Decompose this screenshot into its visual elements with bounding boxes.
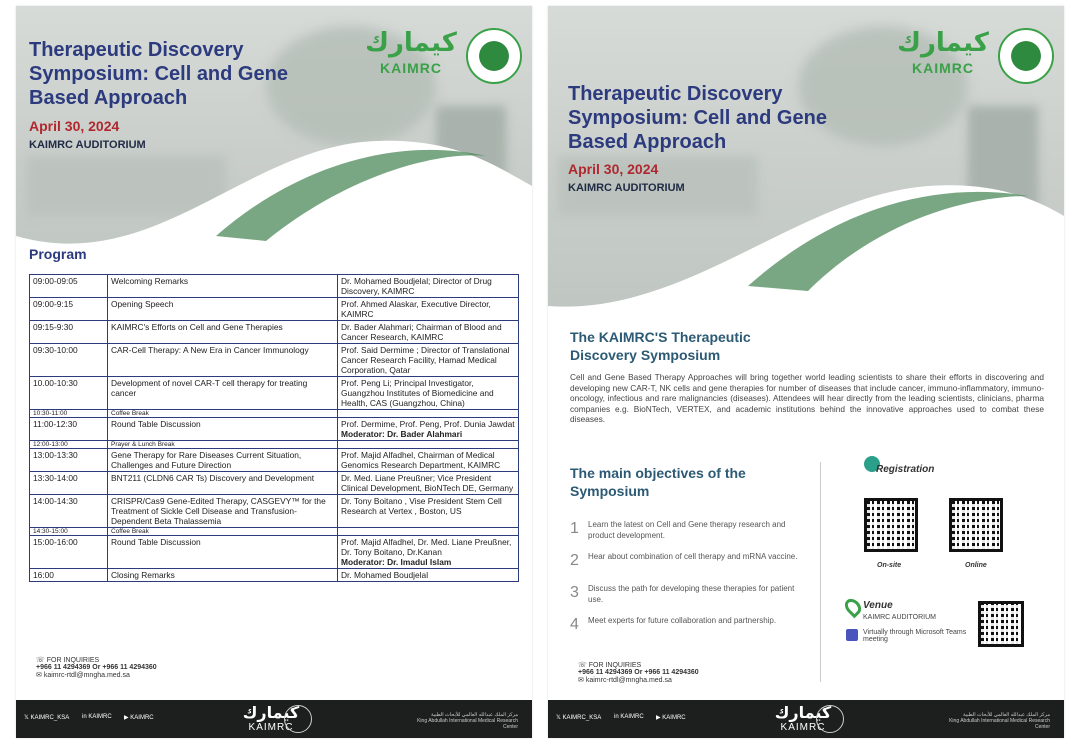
- program-moderator: Moderator: Dr. Imadul Islam: [341, 557, 452, 567]
- program-row: [30, 321, 519, 344]
- onsite-qr-code[interactable]: [864, 498, 918, 552]
- online-qr-code[interactable]: [949, 498, 1003, 552]
- program-row: [30, 569, 519, 582]
- seal-icon: [466, 28, 522, 84]
- footer-institute: مركز الملك عبدالله العالمي للأبحاث الطبية King Abdullah International Medical Research Center: [949, 712, 1050, 730]
- program-activity: KAIMRC's Efforts on Cell and Gene Therapies: [108, 321, 338, 344]
- virtual-note: Virtually through Microsoft Teams meeting: [863, 629, 967, 643]
- program-activity: Opening Speech: [108, 298, 338, 321]
- program-activity: Round Table Discussion: [108, 418, 338, 441]
- footer-bar: [548, 700, 1064, 738]
- program-speaker: Prof. Said Dermime ; Director of Translational Cancer Research Facility, Hamad Medical Corporation, Qatar: [338, 344, 519, 377]
- program-speaker: Prof. Majid Alfadhel, Chairman of Medical Genomics Research Department, KAIMRC: [338, 449, 519, 472]
- program-time: 09:00-09:05: [30, 275, 108, 298]
- program-time: 10.00-10:30: [30, 377, 108, 410]
- program-speaker: Dr. Mohamed Boudjelal: [338, 569, 519, 582]
- youtube-social-link[interactable]: ▶ KAIMRC: [124, 715, 154, 721]
- program-table: [29, 274, 519, 582]
- program-speaker: Dr. Mohamed Boudjelal; Director of Drug Discovery, KAIMRC: [338, 275, 519, 298]
- onsite-label: On-site: [877, 562, 902, 569]
- inquiries-block: ☏ FOR INQUIRIES +966 11 4294369 Or +966 11 4294360 ✉ kaimrc-rtdl@mngha.med.sa: [578, 662, 699, 684]
- program-speaker: Dr. Tony Boitano , Vise President Stem Cell Research at Vertex , Boston, US: [338, 495, 519, 528]
- program-activity: Closing Remarks: [108, 569, 338, 582]
- flyer-page-program: [16, 6, 532, 738]
- program-time: 12:00-13:00: [30, 441, 108, 449]
- venue-qr-code[interactable]: [978, 601, 1024, 647]
- program-row: [30, 528, 519, 536]
- objectives-heading: The main objectives of the Symposium: [570, 465, 746, 499]
- symposium-title: Therapeutic Discovery Symposium: Cell and Gene Based Approach: [29, 39, 288, 109]
- event-date: April 30, 2024: [29, 118, 120, 134]
- program-activity: Coffee Break: [108, 528, 338, 536]
- mail-icon: ✉: [578, 677, 584, 684]
- program-heading: Program: [29, 246, 87, 262]
- program-speaker: Prof. Majid Alfadhel, Dr. Med. Liane Preußner, Dr. Tony Boitano, Dr.Kanan Moderator: Dr. Imadul Islam: [338, 536, 519, 569]
- program-speaker: Prof. Dermime, Prof. Peng, Prof. Dunia Jawdat Moderator: Dr. Bader Alahmari: [338, 418, 519, 441]
- footer-bar: [16, 700, 532, 738]
- footer-logo: كيمارك KAIMRC: [242, 703, 300, 733]
- registration-heading: Registration: [876, 464, 935, 475]
- linkedin-social-link[interactable]: in KAIMRC: [614, 714, 644, 720]
- inquiries-label: FOR INQUIRIES: [46, 657, 100, 664]
- phone-icon: ☏: [578, 662, 587, 669]
- program-row: [30, 344, 519, 377]
- program-time: 09:15-9:30: [30, 321, 108, 344]
- program-time: 11:00-12:30: [30, 418, 108, 441]
- phone-icon: ☏: [36, 657, 45, 664]
- program-time: 09:00-9:15: [30, 298, 108, 321]
- phone-numbers: +966 11 4294369 Or +966 11 4294360: [36, 664, 157, 671]
- program-row: [30, 298, 519, 321]
- program-time: 13:30-14:00: [30, 472, 108, 495]
- footer-seal-icon: [816, 705, 844, 733]
- logo-arabic: كيمارك: [365, 28, 457, 58]
- program-speaker: Dr. Med. Liane Preußner; Vice President Clinical Development, BioNTech DE, Germany: [338, 472, 519, 495]
- venue-heading: Venue: [863, 600, 893, 611]
- program-moderator: Moderator: Dr. Bader Alahmari: [341, 429, 463, 439]
- youtube-social-link[interactable]: ▶ KAIMRC: [656, 715, 686, 721]
- program-activity: Coffee Break: [108, 410, 338, 418]
- email-address: kaimrc-rtdl@mngha.med.sa: [43, 672, 130, 679]
- divider: [820, 462, 821, 682]
- program-activity: Development of novel CAR-T cell therapy for treating cancer: [108, 377, 338, 410]
- program-activity: CAR-Cell Therapy: A New Era in Cancer Immunology: [108, 344, 338, 377]
- kaimrc-logo: كيمارك KAIMRC: [888, 28, 1048, 98]
- program-time: 15:00-16:00: [30, 536, 108, 569]
- online-label: Online: [965, 562, 987, 569]
- program-row: [30, 418, 519, 441]
- event-venue: KAIMRC AUDITORIUM: [29, 139, 146, 151]
- x-social-link[interactable]: 𝕏 KAIMRC_KSA: [556, 715, 602, 721]
- program-time: 10:30-11:00: [30, 410, 108, 418]
- program-row: [30, 536, 519, 569]
- program-time: 09:30-10:00: [30, 344, 108, 377]
- footer-seal-icon: [284, 705, 312, 733]
- program-activity: BNT211 (CLDN6 CAR Ts) Discovery and Development: [108, 472, 338, 495]
- program-row: [30, 495, 519, 528]
- program-speaker: Dr. Bader Alahmari; Chairman of Blood and Cancer Research, KAIMRC: [338, 321, 519, 344]
- mail-icon: ✉: [36, 672, 42, 679]
- flyer-page-overview: Therapeutic Discovery Symposium: Cell and Gene Based Approach April 30, 2024 KAIMRC AUDITORIUM كيمارك KAIMRC The KAIMRC'S Therapeutic Discovery Symposium Cell and Gene Based Therapy Approaches will bring together world leading scientists to share their efforts in discovering and developing new CAR-T, NK cells and gene therapies for number of diseases that include cancer, immuno-inflammatory, immuno-oncology, infectious and rare malignancies (diseases). Attendees will hear directly from the leading scientists, clinicians, pharma companies e.g. BioNTech, VERTEX, and academic institutions behind the innovative approaches used to combat these diseases. The main objectives of the Symposium 1 Learn the latest on Cell and Gene therapy research and product development. 2 Hear about combination of cell therapy and mRNA vaccine. 3 Discuss the path for developing these therapies for patient use. 4 Meet experts for future collaboration and partnership. Registration On-site Online Venue KAIMRC AUDITORIUM Virtually through Microsoft Teams meeting ☏ FOR INQUIRIES +966 11 4294369 Or +966 11 4294360 ✉ kaimrc-rtdl@mngha.med.sa 𝕏 KAIMRC_KSA in KAIMRC ▶ KAIMRC كيمارك KAIMRC مركز الملك عبدالله العالمي للأبحاث الطبية King Abdullah International Medical Research Center: [548, 6, 1064, 738]
- logo-english: KAIMRC: [380, 60, 442, 76]
- x-social-link[interactable]: 𝕏 KAIMRC_KSA: [24, 715, 70, 721]
- program-speaker: [338, 410, 519, 418]
- event-venue: KAIMRC AUDITORIUM: [568, 182, 685, 194]
- program-activity: Prayer & Lunch Break: [108, 441, 338, 449]
- program-speaker: Prof. Ahmed Alaskar, Executive Director, KAIMRC: [338, 298, 519, 321]
- teams-icon: [846, 629, 858, 641]
- linkedin-social-link[interactable]: in KAIMRC: [82, 714, 112, 720]
- program-row: [30, 275, 519, 298]
- seal-icon: [998, 28, 1054, 84]
- program-activity: Welcoming Remarks: [108, 275, 338, 298]
- program-speaker: Prof. Peng Li; Principal Investigator, Guangzhou Institutes of Biomedicine and Health, CAS (Guangzhou, China): [338, 377, 519, 410]
- program-row: [30, 449, 519, 472]
- footer-institute: مركز الملك عبدالله العالمي للأبحاث الطبية King Abdullah International Medical Research Center: [417, 712, 518, 730]
- about-heading: The KAIMRC'S Therapeutic Discovery Symposium: [570, 329, 751, 363]
- about-body: Cell and Gene Based Therapy Approaches will bring together world leading scientists to share their efforts in discovering and developing new CAR-T, NK cells and gene therapies for number of diseases that include cancer, immuno-inflammatory, immuno-oncology, infectious and rare malignancies (diseases). Attendees will hear directly from the leading scientists, clinicians, pharma companies e.g. BioNTech, VERTEX, and academic institutions behind the innovative approaches used to combat these diseases.: [570, 372, 1044, 424]
- event-date: April 30, 2024: [568, 161, 659, 177]
- venue-place: KAIMRC AUDITORIUM: [863, 614, 936, 621]
- program-activity: CRISPR/Cas9 Gene-Edited Therapy, CASGEVY™ for the Treatment of Sickle Cell Disease and Transfusion-Dependent Beta Thalassemia: [108, 495, 338, 528]
- kaimrc-logo: [356, 28, 516, 98]
- program-row: [30, 441, 519, 449]
- symposium-title: Therapeutic Discovery Symposium: Cell and Gene Based Approach: [568, 83, 827, 153]
- program-activity: Gene Therapy for Rare Diseases Current Situation, Challenges and Future Direction: [108, 449, 338, 472]
- program-time: 14:00-14:30: [30, 495, 108, 528]
- program-row: [30, 410, 519, 418]
- program-row: [30, 472, 519, 495]
- program-activity: Round Table Discussion: [108, 536, 338, 569]
- program-speaker: [338, 441, 519, 449]
- program-speaker: [338, 528, 519, 536]
- program-time: 13:00-13:30: [30, 449, 108, 472]
- program-time: 14:30-15:00: [30, 528, 108, 536]
- inquiries-block: [36, 656, 157, 679]
- location-pin-icon: [842, 596, 865, 619]
- footer-logo: كيمارك KAIMRC: [774, 703, 832, 733]
- program-time: 16:00: [30, 569, 108, 582]
- program-row: [30, 377, 519, 410]
